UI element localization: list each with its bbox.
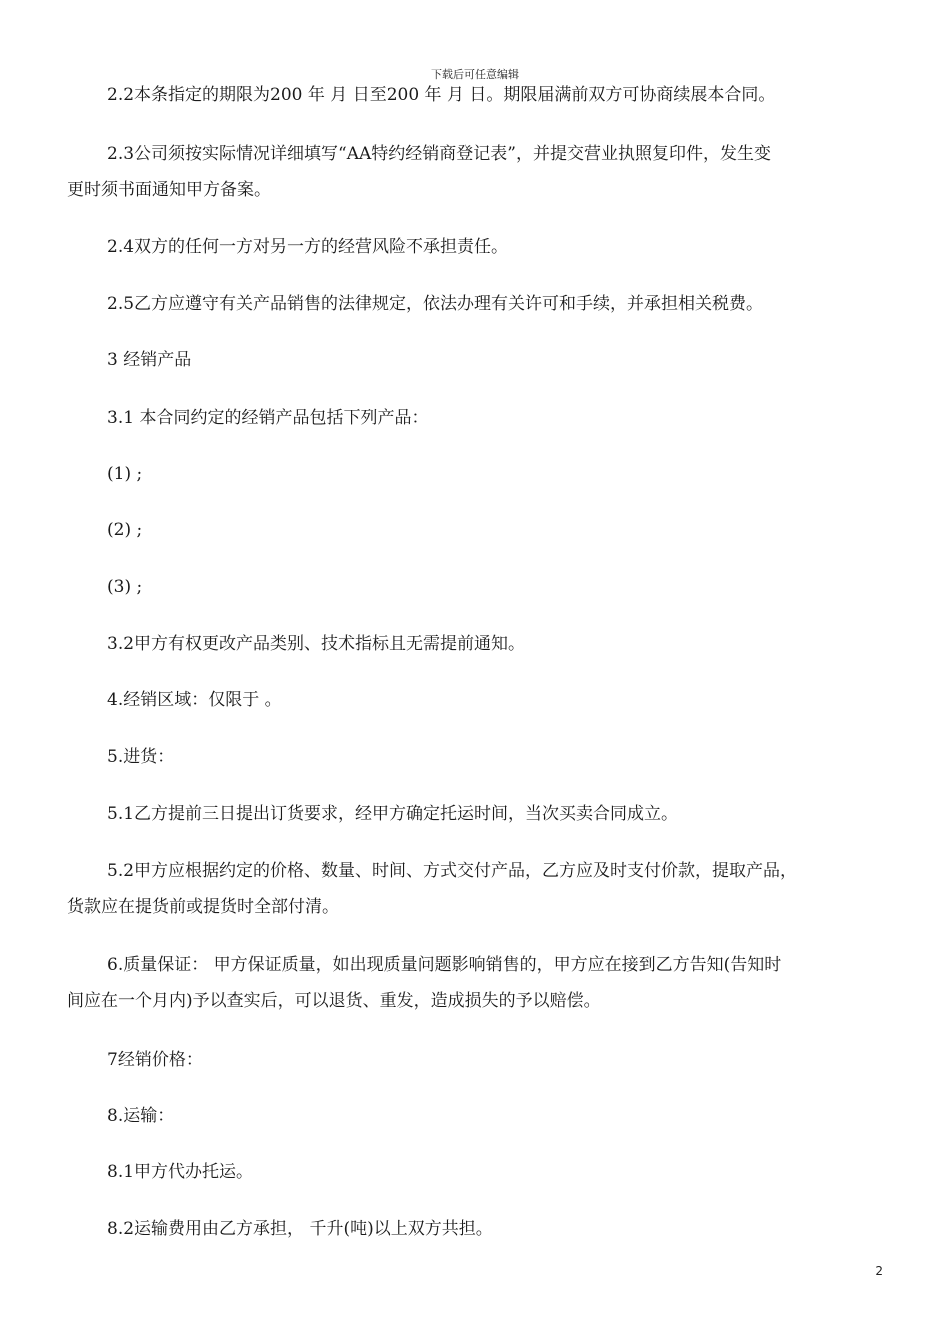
section-heading: 4.经销区域：仅限于 。 [107, 690, 282, 710]
text-line: 5.1乙方提前三日提出订货要求，经甲方确定托运时间，当次买卖合同成立。 [107, 804, 679, 824]
text-line: 8.1甲方代办托运。 [107, 1162, 254, 1182]
section-heading: 8.运输： [107, 1106, 175, 1126]
header-note: 下载后可任意编辑 [431, 68, 519, 81]
text-line: 货款应在提货前或提货时全部付清。 [67, 897, 339, 917]
list-item: (3) ; [107, 577, 143, 597]
text-line: 更时须书面通知甲方备案。 [67, 180, 271, 200]
text-line: 间应在一个月内)予以查实后，可以退货、重发，造成损失的予以赔偿。 [67, 991, 601, 1011]
text-line: 6.质量保证： 甲方保证质量，如出现质量问题影响销售的，甲方应在接到乙方告知(告知时 [107, 955, 782, 975]
text-line: 2.3公司须按实际情况详细填写“AA特约经销商登记表”，并提交营业执照复印件，发生变 [107, 144, 771, 164]
list-item: (2) ; [107, 520, 143, 540]
text-line: 2.4双方的任何一方对另一方的经营风险不承担责任。 [107, 237, 509, 257]
text-line: 2.2本条指定的期限为200 年 月 日至200 年 月 日。期限届满前双方可协商续展本合同。 [107, 85, 776, 105]
list-item: (1) ; [107, 464, 143, 484]
section-heading: 7经销价格： [107, 1050, 203, 1070]
page-number: 2 [875, 1264, 883, 1278]
text-line: 5.2甲方应根据约定的价格、数量、时间、方式交付产品，乙方应及时支付价款，提取产品， [107, 861, 798, 881]
text-line: 3.2甲方有权更改产品类别、技术指标且无需提前通知。 [107, 634, 526, 654]
text-line: 8.2运输费用由乙方承担， 千升(吨)以上双方共担。 [107, 1219, 493, 1239]
section-heading: 5.进货： [107, 747, 175, 767]
text-line: 2.5乙方应遵守有关产品销售的法律规定，依法办理有关许可和手续，并承担相关税费。 [107, 294, 764, 314]
section-heading: 3 经销产品 [107, 350, 192, 370]
text-line: 3.1 本合同约定的经销产品包括下列产品： [107, 408, 429, 428]
